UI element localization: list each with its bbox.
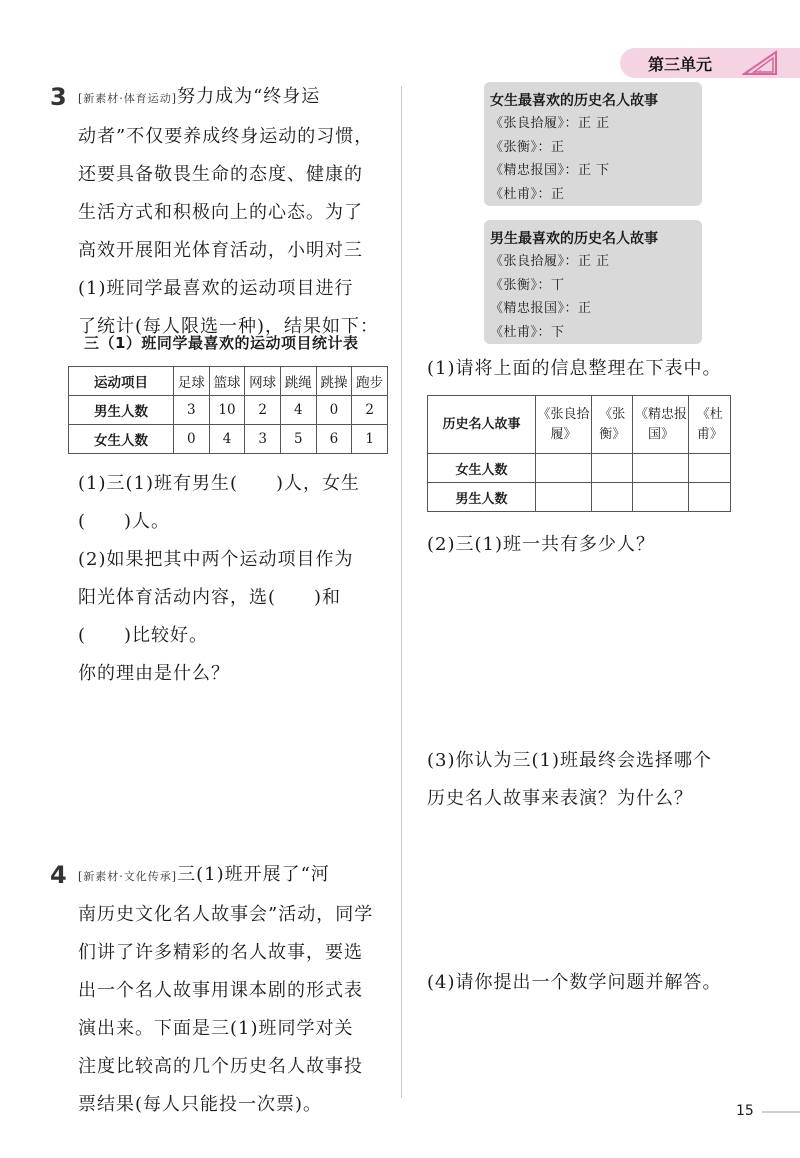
table-row <box>69 425 388 454</box>
table-header-cell: 运动项目 <box>69 367 174 396</box>
q3-line: 生活方式和积极向上的心态。为了 <box>78 202 363 223</box>
unit-tab <box>620 48 800 78</box>
table-cell: 4 <box>280 396 316 425</box>
tally-row: 《张良拾履》：正 正 <box>490 254 610 269</box>
q3-line: 高效开展阳光体育活动，小明对三 <box>78 240 363 261</box>
table-header-cell: 历史名人故事 <box>428 396 536 454</box>
table-cell: 2 <box>245 396 281 425</box>
table-row <box>69 396 388 425</box>
answer-cell[interactable] <box>536 483 592 512</box>
question-number: 4 <box>50 861 67 889</box>
tally-row: 《杜甫》：下 <box>490 324 565 340</box>
question-number: 3 <box>50 83 67 111</box>
tally-row: 《杜甫》：正 <box>490 186 565 202</box>
right-q3-line: (3)你认为三(1)班最终会选择哪个 <box>427 750 712 771</box>
table-cell: 3 <box>245 425 281 454</box>
column-divider <box>401 86 402 1098</box>
table-header-cell: 《精忠报国》 <box>633 396 689 454</box>
answer-cell[interactable] <box>689 454 731 483</box>
row-label: 女生人数 <box>428 454 536 483</box>
right-q3-line: 历史名人故事来表演？为什么？ <box>427 788 693 809</box>
table-row <box>428 483 731 512</box>
girls-vote-box <box>484 82 702 206</box>
q3-text <box>78 78 398 346</box>
answer-cell[interactable] <box>536 454 592 483</box>
q3-tag: [新素材·体育运动] <box>78 92 178 105</box>
q3-line: 了统计(每人限选一种)，结果如下： <box>78 316 380 337</box>
boys-vote-box <box>484 220 702 344</box>
q3-subquestion-line: 你的理由是什么？ <box>78 663 230 684</box>
right-q2: (2)三(1)班一共有多少人？ <box>427 534 655 555</box>
triangle-ruler-icon <box>742 50 778 76</box>
stories-table <box>427 395 731 512</box>
answer-cell[interactable] <box>633 483 689 512</box>
q4-line: 三(1)班开展了“河 <box>177 864 330 885</box>
table-header-cell: 足球 <box>174 367 210 396</box>
q3-subquestion-line: ( )人。 <box>78 511 171 532</box>
table-header-cell: 《杜甫》 <box>689 396 731 454</box>
tally-row: 《张良拾履》：正 正 <box>490 116 610 131</box>
boys-box-title: 男生最喜欢的历史名人故事 <box>490 231 658 247</box>
table-cell: 4 <box>209 425 245 454</box>
table-cell: 0 <box>316 396 352 425</box>
q4-line: 演出来。下面是三(1)班同学对关 <box>78 1018 354 1039</box>
tally-row: 《精忠报国》：正 <box>490 301 592 316</box>
q3-subquestion-line: 阳光体育活动内容，选( )和 <box>78 587 342 608</box>
q3-line: (1)班同学最喜欢的运动项目进行 <box>78 278 354 299</box>
q4-tag: [新素材·文化传承] <box>78 870 178 883</box>
table-header-cell: 跑步 <box>352 367 388 396</box>
table-cell: 5 <box>280 425 316 454</box>
table-header-cell: 跳操 <box>316 367 352 396</box>
q4-line: 注度比较高的几个历史名人故事投 <box>78 1056 363 1077</box>
q3-line: 还要具备敬畏生命的态度、健康的 <box>78 164 363 185</box>
answer-cell[interactable] <box>591 483 633 512</box>
tally-row: 《张衡》：正 <box>490 139 565 155</box>
right-q1: (1)请将上面的信息整理在下表中。 <box>427 358 722 379</box>
q4-line: 们讲了许多精彩的名人故事，要选 <box>78 942 363 963</box>
table-row <box>69 367 388 396</box>
row-label: 女生人数 <box>69 425 174 454</box>
q3-subquestion-line: ( )比较好。 <box>78 625 209 646</box>
table-header-cell: 篮球 <box>209 367 245 396</box>
q4-line: 出一个名人故事用课本剧的形式表 <box>78 980 363 1001</box>
answer-cell[interactable] <box>591 454 633 483</box>
tally-row: 《张衡》：丅 <box>490 277 565 293</box>
q4-line: 南历史文化名人故事会”活动，同学 <box>78 904 374 925</box>
row-label: 男生人数 <box>428 483 536 512</box>
answer-cell[interactable] <box>689 483 731 512</box>
right-q4: (4)请你提出一个数学问题并解答。 <box>427 972 722 993</box>
table-cell: 1 <box>352 425 388 454</box>
answer-cell[interactable] <box>633 454 689 483</box>
page-number: 15 <box>736 1103 754 1119</box>
girls-box-title: 女生最喜欢的历史名人故事 <box>490 93 658 109</box>
sports-table <box>68 366 388 454</box>
table-cell: 2 <box>352 396 388 425</box>
q4-line: 票结果(每人只能投一次票)。 <box>78 1094 323 1115</box>
q4-text <box>78 856 398 1124</box>
row-label: 男生人数 <box>69 396 174 425</box>
table-cell: 3 <box>174 396 210 425</box>
table-row <box>428 454 731 483</box>
q3-line: 努力成为“终身运 <box>177 86 321 107</box>
table-caption: 三（1）班同学最喜欢的运动项目统计表 <box>84 334 359 352</box>
q3-line: 动者”不仅要养成终身运动的习惯， <box>78 126 374 147</box>
q3-subquestion-line: (1)三(1)班有男生( )人，女生 <box>78 473 361 494</box>
table-cell: 6 <box>316 425 352 454</box>
table-row <box>428 396 731 454</box>
tally-row: 《精忠报国》：正 下 <box>490 163 610 178</box>
table-header-cell: 网球 <box>245 367 281 396</box>
right-q3 <box>427 742 787 818</box>
q3-subquestions <box>78 465 398 693</box>
table-cell: 10 <box>209 396 245 425</box>
unit-label: 第三单元 <box>648 55 713 74</box>
table-header-cell: 跳绳 <box>280 367 316 396</box>
q3-subquestion-line: (2)如果把其中两个运动项目作为 <box>78 549 354 570</box>
table-header-cell: 《张衡》 <box>591 396 633 454</box>
page-number-rule <box>762 1111 800 1113</box>
table-header-cell: 《张良拾履》 <box>536 396 592 454</box>
table-cell: 0 <box>174 425 210 454</box>
